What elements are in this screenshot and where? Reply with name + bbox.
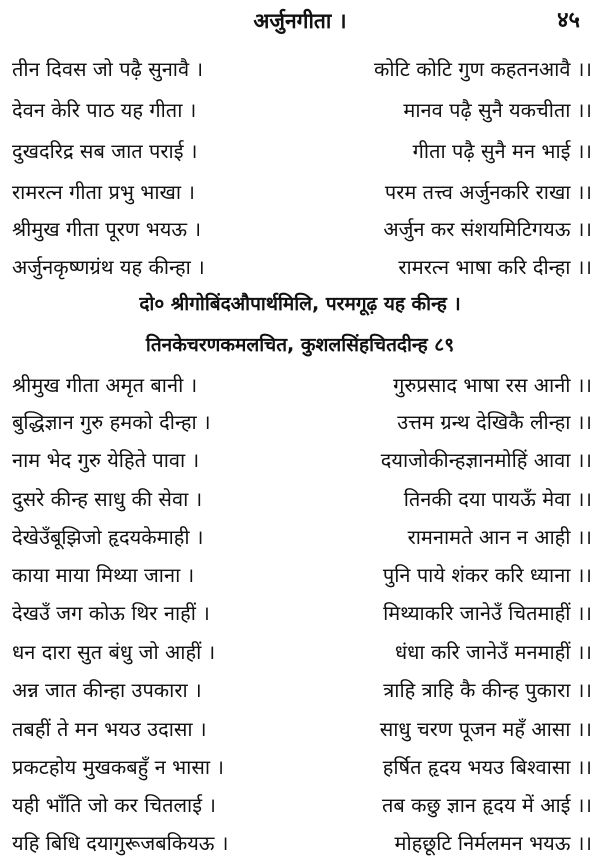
page-number: ४५ [557,8,580,33]
verse-second-half: अर्जुन कर संशयमिटिगयऊ ।। [383,217,592,241]
verse-second-half: परम तत्त्व अर्जुनकरि राखा ।। [384,180,592,204]
verse-second-half: दयाजोकीन्हज्ञानमोहिं आवा ।। [380,448,592,472]
verse-first-half: रामरत्न गीता प्रभु भाखा । [12,180,195,204]
verse-line [12,368,592,402]
verse-second-half: रामरत्न भाषा करि दीन्हा ।। [398,255,592,279]
verse-first-half: धन दारा सुत बंधु जो आहीं । [12,640,216,664]
verse-line [12,788,592,822]
verse-second-half: तिनकी दया पायऊँ मेवा ।। [403,487,592,511]
verse-second-half: पुनि पाये शंकर करि ध्याना ।। [382,563,592,587]
verse-second-half: मानव पढ़ै सुनै यकचीता ।। [403,98,592,122]
verse-second-half: उत्तम ग्रन्थ देखिकै लीन्हा ।। [397,410,592,434]
verse-line [12,520,592,554]
verse-second-half: रामनामते आन न आही ।। [407,525,592,549]
verse-line [12,750,592,784]
verse-second-half: गीता पढ़ै सुनै मन भाई ।। [412,139,592,163]
verse-first-half: नाम भेद गुरु येहिते पावा । [12,448,200,472]
verse-second-half: धंधा करि जानेउँ मनमाहीं ।। [394,640,592,664]
verse-line [12,250,592,284]
running-title: अर्जुनगीता । [253,9,347,33]
verse-line [12,134,592,168]
verse-first-half: काया माया मिथ्या जाना । [12,563,195,587]
verse-line [12,635,592,669]
verse-line [12,558,592,592]
verse-first-half: श्रीमुख गीता अमृत बानी । [12,373,198,397]
verse-line [12,52,592,86]
verse-first-half: यहि बिधि दयागुरूजबकियऊ । [12,831,229,855]
doha-line-1: दो० श्रीगोबिंदऔपार्थमिलि, परमगूढ़ यह कीन्ह । [139,293,461,315]
verse-second-half: गुरुप्रसाद भाषा रस आनी ।। [393,373,592,397]
verse-first-half: तबहीं ते मन भयउ उदासा । [12,717,207,741]
verse-first-half: श्रीमुख गीता पूरण भयऊ । [12,217,202,241]
verse-first-half: देवन केरि पाठ यह गीता । [12,98,197,122]
verse-first-half: देखेउँबूझिजो हृदयकेमाही । [12,525,204,549]
verse-second-half: हर्षित हृदय भयउ बिश्वासा ।। [382,755,592,779]
verse-second-half: त्राहि त्राहि कै कीन्ह पुकारा ।। [383,678,592,702]
verse-line [12,712,592,746]
page-header [0,4,600,38]
verse-line [12,596,592,630]
verse-first-half: दुसरे कीन्ह साधु की सेवा । [12,487,203,511]
verse-second-half: तब कछु ज्ञान हृदय में आई ।। [381,793,592,817]
verse-line [12,443,592,477]
verse-first-half: यही भाँति जो कर चितलाई । [12,793,216,817]
verse-first-half: दुखदरिद्र सब जात पराई । [12,139,198,163]
verse-first-half: देखउँ जग कोऊ थिर नाहीं । [12,601,210,625]
verse-second-half: कोटि कोटि गुण कहतनआवै ।। [374,57,592,81]
verse-line [12,405,592,439]
verse-second-half: साधु चरण पूजन महँ आसा ।। [379,717,592,741]
verse-line [12,482,592,516]
verse-second-half: मिथ्याकरि जानेउँ चितमाहीं ।। [383,601,592,625]
verse-first-half: अन्न जात कीन्हा उपकारा । [12,678,202,702]
verse-line [12,673,592,707]
verse-first-half: अर्जुनकृष्णग्रंथ यह कीन्हा । [12,255,205,279]
verse-line [12,212,592,246]
verse-line [12,93,592,127]
verse-first-half: तीन दिवस जो पढ़ै सुनावै । [12,57,204,81]
doha-line-2: तिनकेचरणकमलचित, कुशलसिंहचितदीन्ह ८९ [145,334,455,356]
verse-line [12,826,592,860]
verse-first-half: प्रकटहोय मुखकबहुँ न भासा । [12,755,224,779]
verse-line [12,175,592,209]
verse-first-half: बुद्धिज्ञान गुरु हमको दीन्हा । [12,410,211,434]
verse-second-half: मोहछूटि निर्मलमन भयऊ ।। [394,831,592,855]
